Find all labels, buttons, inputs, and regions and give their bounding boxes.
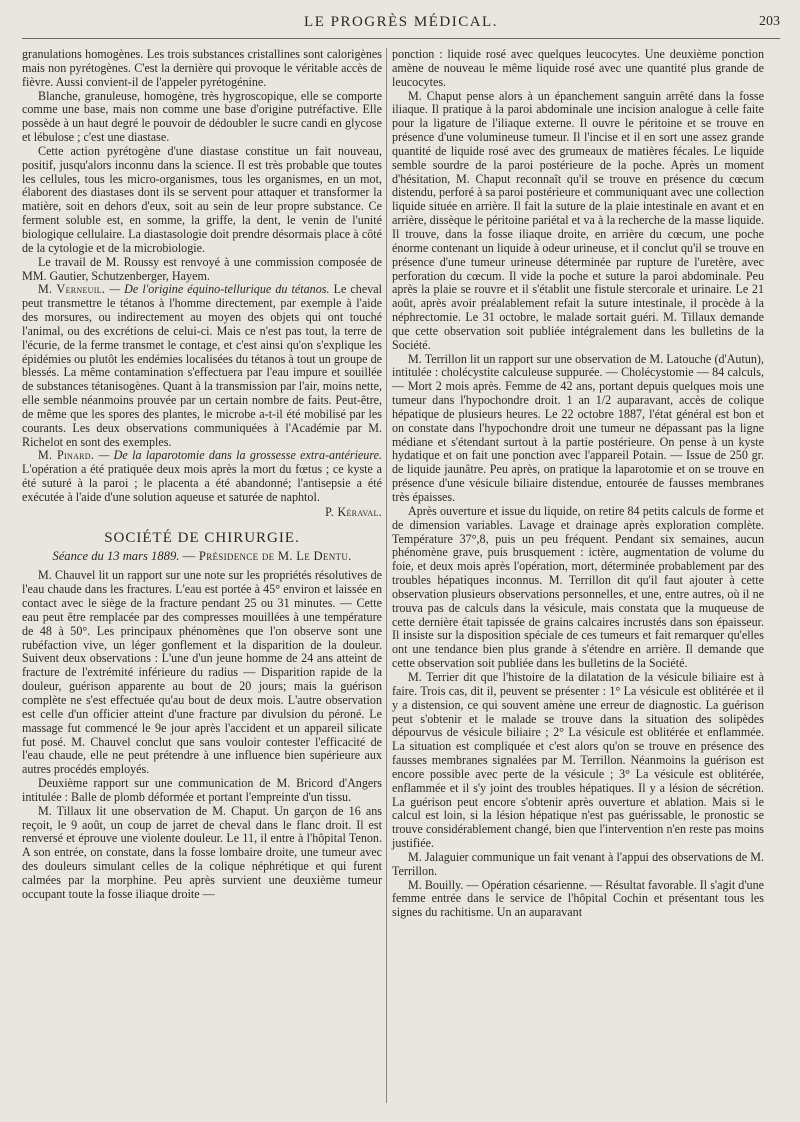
- session-heading: [22, 550, 382, 564]
- paragraph: M. Bouilly. — Opération césarienne. — Résultat favorable. Il s'agit d'une femme entrée dans le service de l'hôpital Cochin et présentant tous les signes du rachitisme. Un an auparavant: [392, 877, 764, 920]
- paragraph: Cette action pyrétogène d'une diastase constitue un fait nouveau, positif, jusqu'alors inconnu dans la science. Il est très probable que toutes les cellules, tous les micro-organismes, tous les organismes, en un mot, élaborent des diastases dont ils se servent pour attaquer et transformer la matière, soit en dehors d'eux, soit au sein de leur propre substance. Ce ferment soluble est, en somme, la griffe, la dent, le venin de l'unité biologique cellulaire. La diastasologie doit prendre désormais place à côté de la cytologie et de la microbiologie.: [22, 143, 382, 255]
- paragraph-body: L'opération a été pratiquée deux mois après la mort du fœtus ; ce kyste a été suturé à la paroi ; le placenta a été abandonné; l'antisepsie a été exécutée à l'aide d'une solution aqueuse et saturée de naphtol.: [22, 462, 382, 504]
- session-date: Séance du 13 mars 1889.: [52, 548, 180, 563]
- paragraph: ponction : liquide rosé avec quelques leucocytes. Une deuxième ponction amène de nouveau le même liquide rosé avec une quantité plus grande de leucocytes.: [392, 47, 764, 89]
- section-title: SOCIÉTÉ DE CHIRURGIE.: [104, 529, 300, 546]
- header-rule: [22, 38, 780, 39]
- author-name: M. Verneuil.: [38, 282, 106, 297]
- paragraph: M. Jalaguier communique un fait venant à l'appui des observations de M. Terrillon.: [392, 849, 764, 878]
- paragraph: Blanche, granuleuse, homogène, très hygroscopique, elle se comporte comme une base, mais non comme une base d'origine putréfactive. Elle possède à un haut degré le pouvoir de dédoubler le sucre candi en glycose et lébulose ; c'est une diastase.: [22, 88, 382, 145]
- paragraph: M. Chauvel lit un rapport sur une note sur les propriétés résolutives de l'eau chaude dans les fractures. L'eau est portée à 45° environ et laissée en contact avec le siège de la fracture pendant 25 ou 31 minutes. — Cette eau peut être remplacée par des compresses mouillées à une température de 48 à 50°. Les principaux phénomènes que l'on observe sont une rubéfaction vive, un léger gonflement et la disparition de la douleur. Suivent deux observations : L'une d'un jeune homme de 24 ans atteint de fracture de l'extrémité inférieure du radius — Disparition rapide de la douleur, guérison apparente au bout de 20 jours; mais la guérison complète ne s'est effectuée qu'au bout de deux mois. L'autre observation est celle d'un officier atteint d'une fracture par divulsion du péroné. Le massage fut commencé le 9e jour après l'accident et un appareil silicate fut posé. M. Chauvel conclut que sans vouloir contester l'efficacité de l'eau chaude, elle ne peut prétendre à une influence bien supérieure aux autres procédés employés.: [22, 568, 382, 777]
- paragraph: granulations homogènes. Les trois substances cristallines sont calorigènes mais non pyrétogènes. C'est la dernière qui provoque le véritable accès de fièvre. Aussi convient-il de l'appeler pyrétogénine.: [22, 47, 382, 89]
- paragraph: M. Terrillon lit un rapport sur une observation de M. Latouche (d'Autun), intitulée : cholécystite calculeuse suppurée. — Cholécystomie — 84 calculs, — Mort 2 mois après. Femme de 42 ans, portant depuis quelques mois une tumeur dans l'hypochondre droit. 1 an 1/2 auparavant, accès de colique hépatique de plusieurs heures. Le 22 octobre 1887, l'état général est bon et on constate dans l'hypochondre droit une tumeur ne dépassant pas la ligne médiane et s'étendant surtout à la partie postérieure. On pense à un kyste hydatique et on fait une ponction avec l'appareil Potain. — Issue de 250 gr. de liquide jaunâtre. Peu après, on pratique la laparotomie et on se trouve en présence d'une vésicule biliaire distendue, entourée de fausses membranes très épaisses.: [392, 351, 764, 504]
- signature: P. Kéraval.: [325, 504, 382, 519]
- paragraph: M. Tillaux lit une observation de M. Chaput. Un garçon de 16 ans reçoit, le 9 août, un coup de jarret de cheval dans le flanc droit. Il est renversé et éprouve une violente douleur. Le 11, il entre à l'hôpital Tenon. A son entrée, on constate, dans la fosse lombaire droite, une tumeur avec des douleurs simulant celles de la colique néphrétique et qui furent calmées par la morphine. Peu après survient une deuxième tumeur occupant toute la fosse iliaque droite —: [22, 803, 382, 901]
- paragraph-body: Le cheval peut transmettre le tétanos à l'homme directement, par exemple à l'aide des morsures, ou indirectement au moyen des objets qui ont touché l'animal, ou des excrétions de celui-ci. Mais ce n'est pas tout, la terre de l'écurie, de la ferme transmet le contage, et c'est ainsi qu'on s'explique les épidémies ou plutôt les endémies localisées du tétanos à tout un groupe de blessés. La même contamination s'effectuera par l'eau impure et souillée de substances tétanisogènes. Quant à la transmission par l'air, moins nette, elle semble néanmoins prouvée par un certain nombre de faits. Peut-être, de même que les spores des plantes, le microbe a-t-il été mobilisé par les courants. Les deux observations communiquées à l'Académie par M. Richelot en sont des exemples.: [22, 282, 382, 449]
- page-number: 203: [759, 14, 780, 29]
- right-column: [392, 48, 764, 920]
- journal-title: LE PROGRÈS MÉDICAL.: [304, 14, 498, 30]
- page-header: [22, 14, 780, 36]
- session-presidence: — Présidence de M. Le Dentu.: [182, 548, 352, 563]
- paragraph: Deuxième rapport sur une communication de M. Bricord d'Angers intitulée : Balle de plomb déformée et portant l'empreinte d'un tissu.: [22, 776, 382, 804]
- paragraph: [22, 283, 382, 449]
- column-divider: [386, 48, 387, 1103]
- left-column: [22, 48, 382, 902]
- author-name: M. Pinard.: [38, 448, 95, 463]
- paragraph: Après ouverture et issue du liquide, on retire 84 petits calculs de forme et de dimension variables. Lavage et drainage après exploration complète. Température 37°,8, puis un peu fréquent. Pendant six semaines, aucun phénomène grave, puis brusquement : ictère, augmentation de volume du foie, et deux mois après l'opération, mort, déterminée probablement par des troubles hépatiques inconnus. M. Terrillon dit qu'il faut ajouter à cette observation plusieurs observations personnelles, et une, entre autres, où il ne trouva pas de calculs dans la vésicule, mais constata que la muqueuse de cette dernière était tapissée de grains calcaires incrustés dans son épaisseur. Il insiste sur la disposition spéciale de ces tumeurs et fait remarquer qu'elles ont une tendance bien plus grande à s'étendre en arrière. Il demande que cette observation soit publiée dans les bulletins de la Société.: [392, 503, 764, 671]
- paragraph: M. Terrier dit que l'histoire de la dilatation de la vésicule biliaire est à faire. Trois cas, dit il, peuvent se présenter : 1° La vésicule est oblitérée et il y a distension, ce qui souvent amène une erreur de diagnostic. La guérison peut s'obtenir et le malade se trouve dans la situation des solipèdes dépourvus de vésicule biliaire ; 2° La vésicule est oblitérée et enflammée. La situation est compliquée et c'est alors qu'on se trouve en présence des fausses membranes signalées par M. Terrillon. Néanmoins la guérison est encore possible avec perte de la vésicule ; 3° La vésicule est oblitérée, enflammée et il s'y joint des troubles hépatiques. Il y a lésion de sécrétion. La guérison peut encore s'obtenir après ouverture et ablation. Mais si le calcul est loin, si la lésion hépatique n'est pas guérissable, le pronostic se trouve considérablement changé, bien que l'intervention n'en reste pas moins justifiée.: [392, 669, 764, 851]
- article-title: — De la laparotomie dans la grossesse extra-antérieure.: [98, 448, 382, 463]
- article-title: — De l'origine équino-tellurique du tétanos.: [109, 282, 330, 297]
- paragraph: [22, 449, 382, 504]
- paragraph: Le travail de M. Roussy est renvoyé à une commission composée de MM. Gautier, Schutzenberger, Hayem.: [22, 254, 382, 283]
- paragraph: M. Chaput pense alors à un épanchement sanguin arrêté dans la fosse iliaque. Il pratique à la paroi abdominale une incision analogue à celle faite pour la ligature de l'iliaque externe. Il ouvre le péritoine et se trouve en présence d'une volumineuse tumeur. Il l'incise et il en sort une assez grande quantité de liquide rosé avec des grumeaux de matières fécales. Le liquide semble sourdre de la paroi postérieure de la poche. Après un moment d'hésitation, M. Chaput reconnaît qu'il se trouve en présence du cœcum distendu, perforé à sa paroi postérieure et communiquant avec une collection liquide située en arrière. Il fait la suture de la plaie intestinale en avant et en arrière, dissèque le péritoine pariétal et va à la recherche de la masse liquide. Il trouve, dans la fosse iliaque droite, en arrière du cœcum, une poche énorme contenant un liquide à odeur urineuse, et il conclut qu'il se trouve en présence d'une tumeur urineuse déterminée par rupture de l'uretère, avec perforation du cœcum. Il vide la poche et suture la paroi abdominale. Peu après la plaie se rouvre et il s'établit une fistule stercorale et urinaire. Le 21 août, après avoir préalablement refait la suture intestinale, il procède à la néphrectomie. Le 31 octobre, le malade sortait guéri. M. Tillaux demande que cette observation soit publiée intégralement dans les bulletins de la Société.: [392, 88, 764, 352]
